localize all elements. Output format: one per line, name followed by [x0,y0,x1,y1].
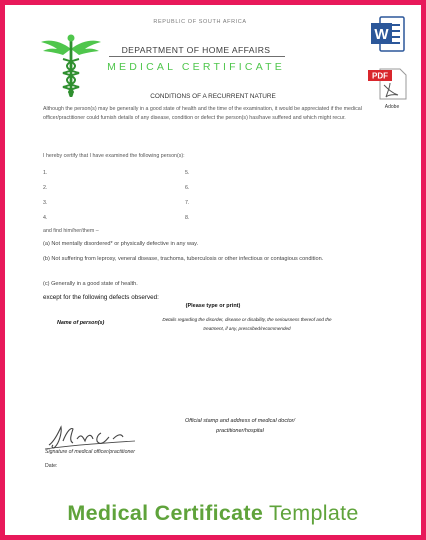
condition-a: (a) Not mentally disordered* or physically defective in any way. [43,241,199,247]
condition-c: (c) Generally in a good state of health. [43,281,138,287]
certificate-page [5,5,421,535]
template-title-part1: Medical Certificate [67,501,264,525]
template-title [5,501,421,526]
person-number: 1. [43,170,48,176]
template-title-part2: Template [263,501,359,525]
details-label: Details regarding the disorder, disease or disability, the seriousness thereof and the treatment, if any, prescribed/recommended [162,317,332,331]
person-number: 8. [185,215,190,221]
print-instruction: (Please type or print) [185,303,241,309]
certificate-heading: MEDICAL CERTIFICATE [107,61,285,73]
document-title: CONDITIONS OF A RECURRENT NATURE [150,93,276,100]
person-number: 4. [43,215,48,221]
certify-statement: I hereby certify that I have examined the following person(s): [43,153,185,159]
signature-label: Signature of medical officer/practitioner [45,449,135,455]
person-number: 3. [43,200,48,206]
official-stamp-label: Official stamp and address of medical doctor/ practitioner/hospital [184,418,296,434]
condition-b: (b) Not suffering from leprosy, veneral disease, trachoma, tuberculosis or other infectious or contagious condition. [43,256,324,262]
pdf-badge: PDF [372,71,388,81]
person-number: 5. [185,170,190,176]
header-divider [109,56,285,57]
date-label: Date: [45,463,58,469]
intro-paragraph: Although the person(s) may be generally in a good state of health and the time of the examination, it would be appreciated if the medical officer/practitioner could furnish details of any disease, condition or defect the person(s) has/have suffered and which might recur. [43,106,362,122]
person-number: 6. [185,185,190,191]
adobe-label: Adobe [384,104,400,110]
person-number: 7. [185,200,190,206]
word-document-icon[interactable] [370,14,406,54]
find-statement: and find him/her/them – [43,228,99,234]
department-name: DEPARTMENT OF HOME AFFAIRS [121,45,271,55]
word-letter: W [374,26,389,43]
person-number: 2. [43,185,48,191]
defects-statement: except for the following defects observed: [43,294,159,301]
country-line: REPUBLIC OF SOUTH AFRICA [153,19,247,25]
name-of-person-label: Name of person(s) [57,320,105,326]
